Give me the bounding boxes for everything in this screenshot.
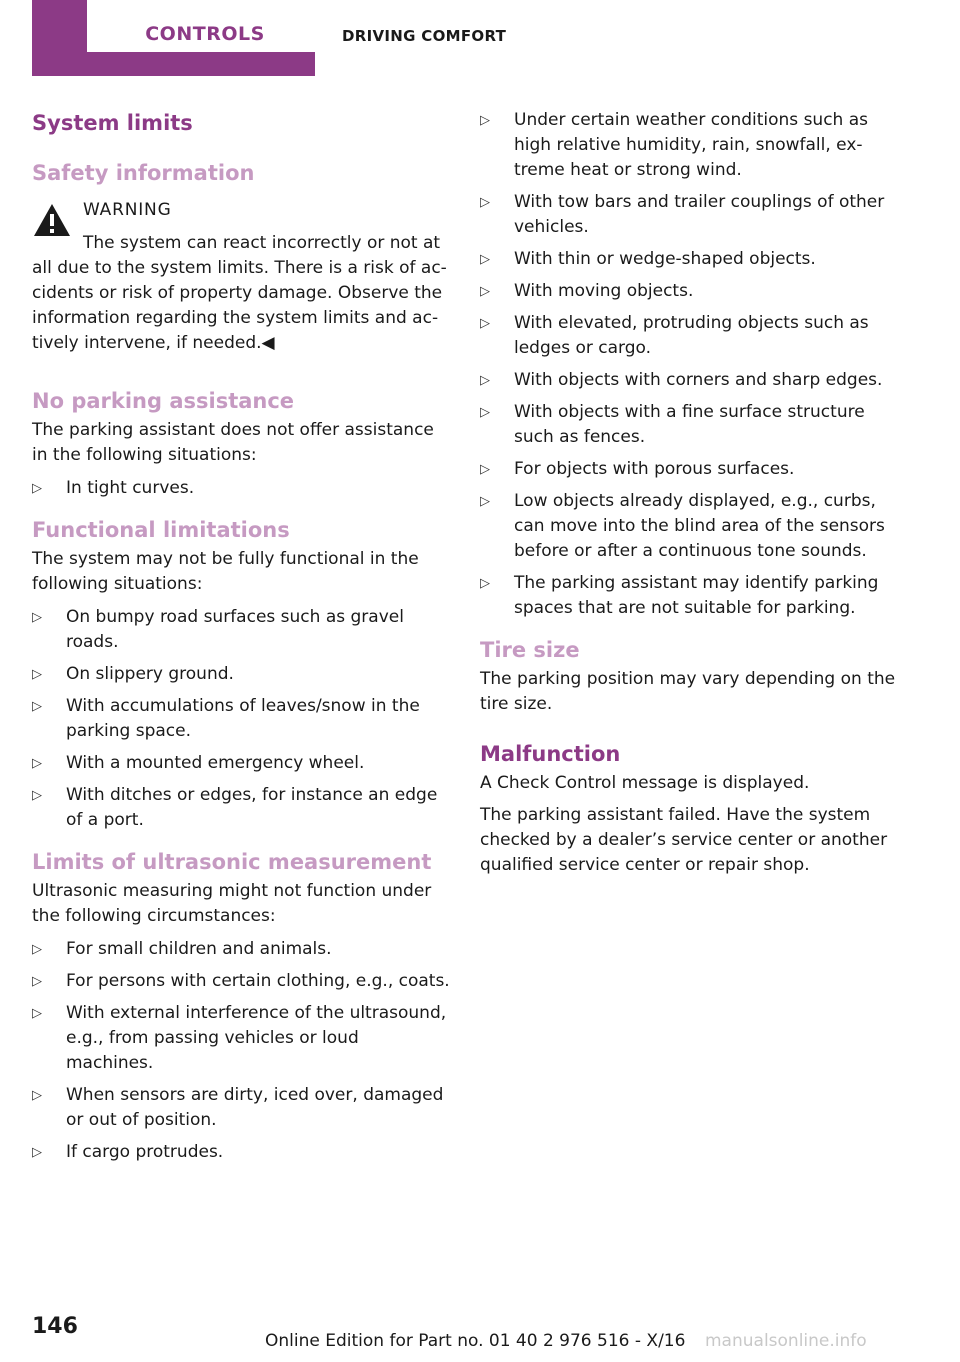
warning-first-line: The system can react incorrectly or not at <box>83 233 441 253</box>
bullet-icon: ▷ <box>480 316 490 331</box>
malfunction-text-2: The parking assistant failed. Have the system checked by a dealer’s service center or another qualified service center or repair shop. <box>480 805 888 875</box>
bullet-icon: ▷ <box>480 252 490 267</box>
no-parking-assistance-title: No parking assistance <box>32 389 295 413</box>
list-item: ▷ With accumulations of leaves/snow in the parking space. <box>32 696 420 741</box>
list-item: ▷ With moving objects. <box>480 279 898 304</box>
list-item: ▷ Low objects already displayed, e.g., curbs, can move into the blind area of the sensors before or after a continuous tone sounds. <box>480 491 885 561</box>
list-item: ▷ With objects with a fine surface structure such as fences. <box>480 402 865 447</box>
list-item: ▷ With thin or wedge-shaped objects. <box>480 247 898 272</box>
bullet-icon: ▷ <box>32 756 42 771</box>
chapter-tab-label: CONTROLS <box>87 0 323 52</box>
bullet-icon: ▷ <box>480 195 490 210</box>
bullet-icon: ▷ <box>32 699 42 714</box>
chapter-tab[interactable] <box>32 0 315 76</box>
tire-size-title: Tire size <box>480 638 580 662</box>
list-item: ▷ If cargo protrudes. <box>32 1140 450 1165</box>
bullet-icon: ▷ <box>480 373 490 388</box>
ultrasonic-list-continued <box>480 108 898 621</box>
safety-information-title: Safety information <box>32 161 255 185</box>
bullet-icon: ▷ <box>32 667 42 682</box>
right-column <box>480 108 898 878</box>
functional-limitations-title: Functional limitations <box>32 518 290 542</box>
bullet-icon: ▷ <box>480 113 490 128</box>
bullet-icon: ▷ <box>480 576 490 591</box>
ultrasonic-list <box>32 937 450 1165</box>
malfunction-text-1: A Check Control message is displayed. <box>480 773 810 793</box>
bullet-icon: ▷ <box>480 284 490 299</box>
bullet-icon: ▷ <box>480 462 490 477</box>
bullet-icon: ▷ <box>32 610 42 625</box>
list-item: ▷ When sensors are dirty, iced over, damaged or out of position. <box>32 1085 444 1130</box>
warning-text: all due to the system limits. There is a risk of accidents or risk of property damage. Observe the information regarding the system limits and actively intervene, if needed.◀ <box>32 258 447 353</box>
section-tab-label: DRIVING COMFORT <box>342 27 507 45</box>
page-number: 146 <box>32 1314 78 1339</box>
functional-list <box>32 605 450 833</box>
bullet-icon: ▷ <box>32 942 42 957</box>
tire-size-text: The parking position may vary depending on the tire size. <box>480 669 896 714</box>
list-item: ▷ In tight curves. <box>32 476 450 501</box>
bullet-icon: ▷ <box>32 1145 42 1160</box>
bullet-icon: ▷ <box>32 1006 42 1021</box>
ultrasonic-limits-title: Limits of ultrasonic measurement <box>32 850 432 874</box>
list-item: ▷ With elevated, protruding objects such as ledges or cargo. <box>480 313 869 358</box>
list-item: ▷ With ditches or edges, for instance an edge of a port. <box>32 785 438 830</box>
bullet-icon: ▷ <box>32 481 42 496</box>
ultrasonic-limits-text: Ultrasonic measuring might not function under the following circumstances: <box>32 881 432 926</box>
list-item: ▷ On slippery ground. <box>32 662 450 687</box>
left-column <box>32 108 450 1172</box>
no-parking-assistance-text: The parking assistant does not offer assistance in the following situations: <box>32 420 434 465</box>
edition-note: Online Edition for Part no. 01 40 2 976 516 - X/16 <box>265 1331 686 1351</box>
system-limits-title: System limits <box>32 111 193 135</box>
bullet-icon: ▷ <box>32 788 42 803</box>
list-item: ▷ With external interference of the ultrasound, e.g., from passing vehicles or loud machines. <box>32 1003 447 1073</box>
no-parking-list <box>32 476 450 501</box>
list-item: ▷ With tow bars and trailer couplings of other vehicles. <box>480 192 885 237</box>
list-item: ▷ On bumpy road surfaces such as gravel roads. <box>32 607 404 652</box>
bullet-icon: ▷ <box>32 1088 42 1103</box>
malfunction-title: Malfunction <box>480 742 621 766</box>
functional-limitations-text: The system may not be fully functional in the following situations: <box>32 549 419 594</box>
list-item: ▷ For objects with porous surfaces. <box>480 457 898 482</box>
list-item: ▷ For persons with certain clothing, e.g., coats. <box>32 969 450 994</box>
list-item: ▷ For small children and animals. <box>32 937 450 962</box>
bullet-icon: ▷ <box>32 974 42 989</box>
list-item: ▷ Under certain weather conditions such as high relative humidity, rain, snowfall, extreme heat or strong wind. <box>480 110 869 180</box>
warning-block <box>32 198 450 356</box>
list-item: ▷ With objects with corners and sharp edges. <box>480 368 898 393</box>
watermark: manualsonline.info <box>705 1331 867 1351</box>
list-item: ▷ With a mounted emergency wheel. <box>32 751 450 776</box>
list-item: ▷ The parking assistant may identify parking spaces that are not suitable for parking. <box>480 573 879 618</box>
bullet-icon: ▷ <box>480 494 490 509</box>
warning-label: WARNING <box>83 200 172 220</box>
bullet-icon: ▷ <box>480 405 490 420</box>
warning-triangle-icon <box>32 202 72 238</box>
